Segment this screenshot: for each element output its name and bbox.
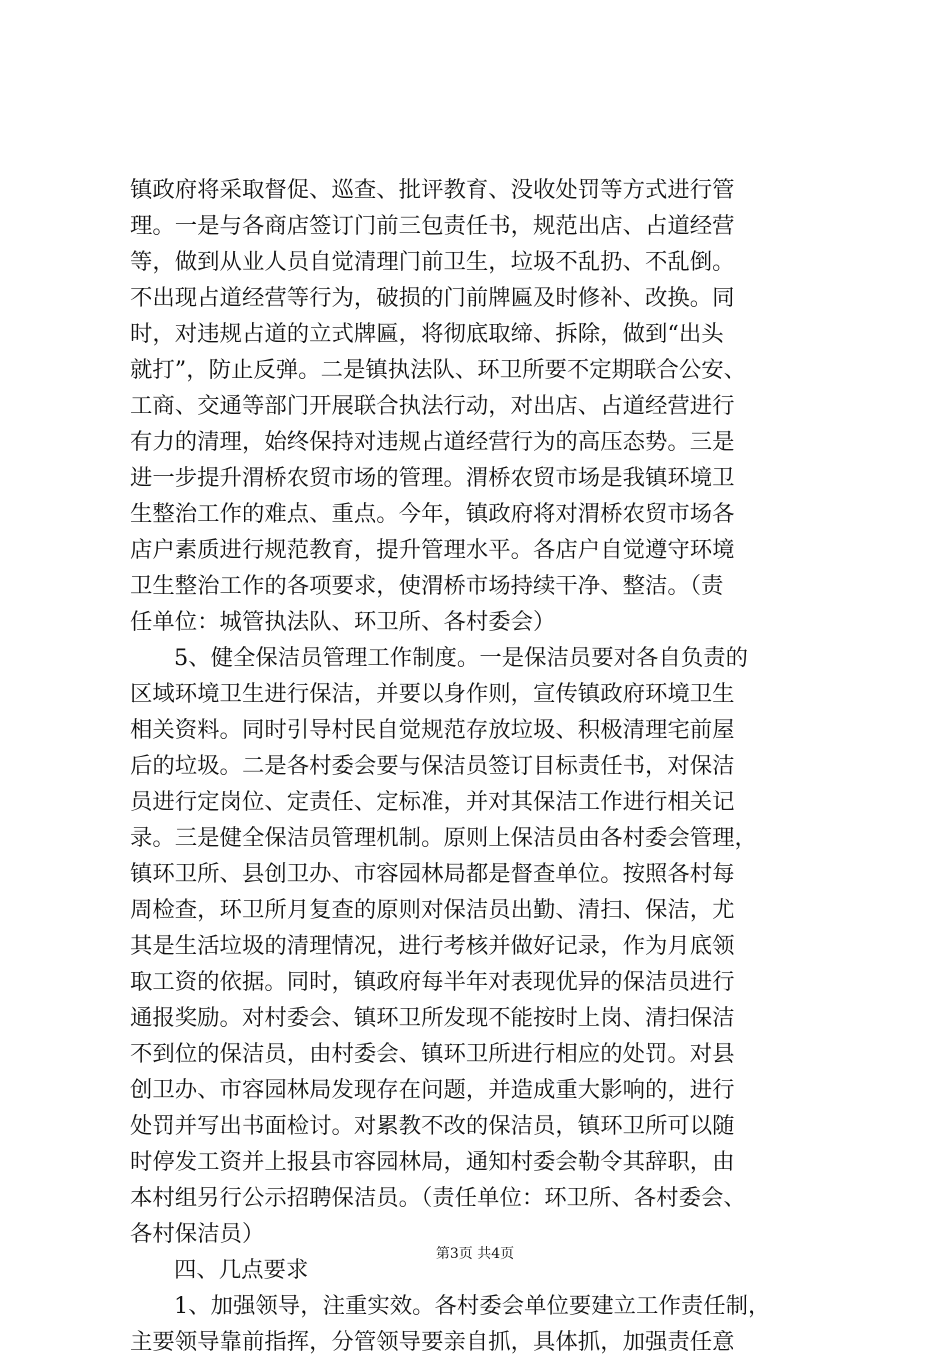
section-heading: 四、几点要求 [174,1257,309,1283]
text-line: 店户素质进行规范教育，提升管理水平。各店户自觉遵守环境 [130,537,735,563]
text-line: 创卫办、市容园林局发现存在问题，并造成重大影响的，进行 [130,1077,735,1103]
text-line: 卫生整治工作的各项要求，使渭桥市场持续干净、整洁。（责 [130,573,724,599]
text-line: 区域环境卫生进行保洁，并要以身作则，宣传镇政府环境卫生 [130,681,735,707]
text-line: 生整治工作的难点、重点。今年，镇政府将对渭桥农贸市场各 [130,501,735,527]
text-line: 处罚并写出书面检讨。对累教不改的保洁员，镇环卫所可以随 [130,1113,735,1139]
text-line: 不到位的保洁员，由村委会、镇环卫所进行相应的处罚。对县 [130,1041,735,1067]
text-line: 镇环卫所、县创卫办、市容园林局都是督查单位。按照各村每 [130,861,735,887]
text-line: 各村保洁员） [130,1221,265,1247]
paragraph-start-line: 1、加强领导，注重实效。各村委会单位要建立工作责任制， [174,1293,771,1319]
text-line: 时停发工资并上报县市容园林局，通知村委会勒令其辞职，由 [130,1149,735,1175]
paragraph-start-line: 5、健全保洁员管理工作制度。一是保洁员要对各自负责的 [174,645,749,671]
text-line: 其是生活垃圾的清理情况，进行考核并做好记录，作为月底领 [130,933,735,959]
text-line: 任单位：城管执法队、环卫所、各村委会） [130,609,556,635]
text-line: 录。三是健全保洁员管理机制。原则上保洁员由各村委会管理， [130,825,757,851]
document-body [130,172,830,1360]
text-line: 等，做到从业人员自觉清理门前卫生，垃圾不乱扔、不乱倒。 [130,249,735,275]
text-line: 本村组另行公示招聘保洁员。（责任单位：环卫所、各村委会、 [130,1185,746,1211]
text-line: 就打”，防止反弹。二是镇执法队、环卫所要不定期联合公安、 [130,357,746,383]
text-line: 时，对违规占道的立式牌匾，将彻底取缔、拆除，做到“出头 [130,321,724,347]
text-line: 周检查，环卫所月复查的原则对保洁员出勤、清扫、保洁，尤 [130,897,735,923]
text-line: 理。一是与各商店签订门前三包责任书，规范出店、占道经营 [130,213,735,239]
text-line: 主要领导靠前指挥，分管领导要亲自抓，具体抓，加强责任意 [130,1329,735,1355]
text-line: 不出现占道经营等行为，破损的门前牌匾及时修补、改换。同 [130,285,735,311]
text-line: 进一步提升渭桥农贸市场的管理。渭桥农贸市场是我镇环境卫 [130,465,735,491]
page-number-footer: 第3页 共4页 [435,1246,515,1262]
text-line: 有力的清理，始终保持对违规占道经营行为的高压态势。三是 [130,429,735,455]
text-line: 通报奖励。对村委会、镇环卫所发现不能按时上岗、清扫保洁 [130,1005,735,1031]
text-line: 镇政府将采取督促、巡查、批评教育、没收处罚等方式进行管 [130,177,735,203]
text-line: 工商、交通等部门开展联合执法行动，对出店、占道经营进行 [130,393,735,419]
text-line: 员进行定岗位、定责任、定标准，并对其保洁工作进行相关记 [130,789,735,815]
text-line: 相关资料。同时引导村民自觉规范存放垃圾、积极清理宅前屋 [130,717,735,743]
text-line: 后的垃圾。二是各村委会要与保洁员签订目标责任书，对保洁 [130,753,735,779]
text-line: 取工资的依据。同时，镇政府每半年对表现优异的保洁员进行 [130,969,735,995]
